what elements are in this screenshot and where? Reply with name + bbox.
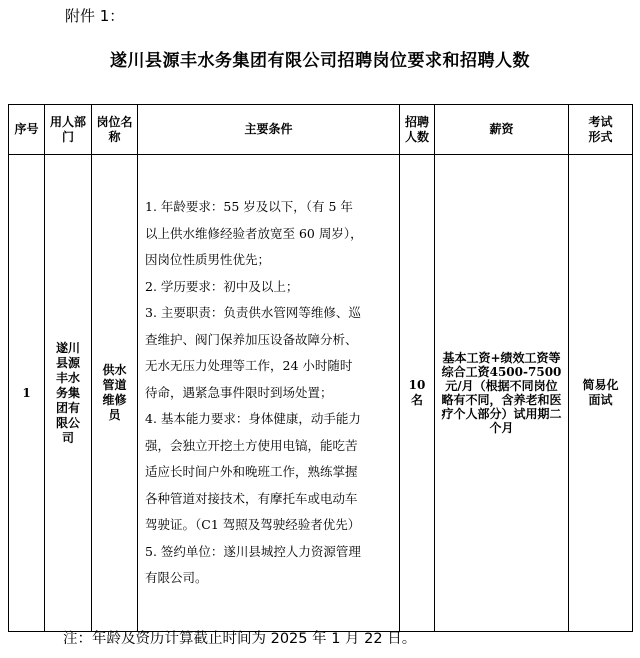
cell-dept: 遂川县源丰水务集团有限公司 bbox=[45, 155, 92, 632]
condition-line: 因岗位性质男性优先； bbox=[145, 252, 271, 268]
condition-line: 以上供水维修经验者放宽至 60 周岁）， bbox=[145, 225, 363, 241]
header-row bbox=[9, 105, 633, 155]
header-exam: 考试形式 bbox=[569, 105, 633, 155]
recruitment-table bbox=[8, 104, 633, 632]
cell-conditions bbox=[138, 155, 400, 632]
footnote: 注：年龄及资历计算截止时间为 2025 年 1 月 22 日。 bbox=[63, 631, 417, 647]
cell-count: 10名 bbox=[400, 155, 435, 632]
condition-line: 4. 基本能力要求：身体健康，动手能力 bbox=[145, 411, 361, 427]
condition-line: 2. 学历要求：初中及以上； bbox=[145, 278, 299, 294]
header-count: 招聘人数 bbox=[400, 105, 435, 155]
table-row bbox=[9, 155, 633, 632]
page-title: 遂川县源丰水务集团有限公司招聘岗位要求和招聘人数 bbox=[110, 51, 530, 71]
cell-salary: 基本工资+绩效工资等综合工资4500-7500元/月（根据不同岗位略有不同，含养老和医疗个人部分）试用期二个月 bbox=[435, 155, 569, 632]
header-dept: 用人部门 bbox=[45, 105, 92, 155]
condition-line: 驾驶证。（C1 驾照及驾驶经验者优先） bbox=[145, 517, 361, 533]
condition-line: 无水无压力处理等工作，24 小时随时 bbox=[145, 358, 353, 374]
attachment-label: 附件 1： bbox=[65, 7, 125, 25]
header-seq: 序号 bbox=[9, 105, 45, 155]
condition-line: 各种管道对接技术，有摩托车或电动车 bbox=[145, 490, 358, 506]
cell-seq: 1 bbox=[9, 155, 45, 632]
condition-line: 适应长时间户外和晚班工作，熟练掌握 bbox=[145, 464, 358, 480]
header-salary: 薪资 bbox=[435, 105, 569, 155]
cell-exam: 简易化面试 bbox=[569, 155, 633, 632]
header-conditions: 主要条件 bbox=[138, 105, 400, 155]
condition-line: 5. 签约单位：遂川县城控人力资源管理 bbox=[145, 543, 361, 559]
condition-line: 待命，遇紧急事件限时到场处置； bbox=[145, 384, 333, 400]
header-position: 岗位名称 bbox=[92, 105, 138, 155]
condition-line: 查维护、阀门保养加压设备故障分析、 bbox=[145, 331, 358, 347]
condition-line: 有限公司。 bbox=[145, 570, 208, 586]
cell-position: 供水管道维修员 bbox=[92, 155, 138, 632]
condition-line: 强，会独立开挖土方使用电镐，能吃苦 bbox=[145, 437, 358, 453]
condition-line: 1. 年龄要求：55 岁及以下，（有 5 年 bbox=[145, 199, 353, 215]
condition-line: 3. 主要职责：负责供水管网等维修、巡 bbox=[145, 305, 361, 321]
